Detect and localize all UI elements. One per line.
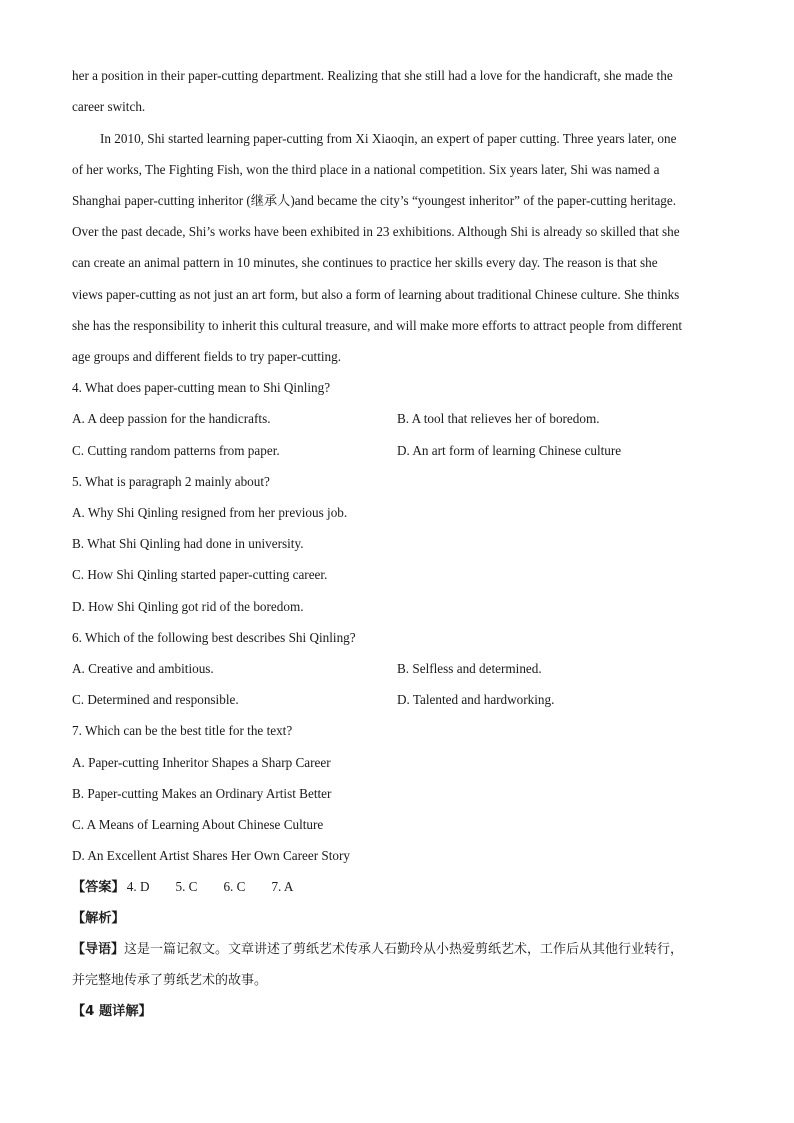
question-7-option-a: A. Paper-cutting Inheritor Shapes a Sharp Career: [72, 755, 331, 770]
question-4-stem: 4. What does paper-cutting mean to Shi Qinling?: [72, 380, 331, 395]
answer-line: [72, 879, 319, 896]
question-5-option-d: D. How Shi Qinling got rid of the boredom.: [72, 599, 304, 614]
question-6-option-b: B. Selfless and determined.: [397, 661, 542, 676]
passage-line: she has the responsibility to inherit this cultural treasure, and will make more efforts to attract people from different: [72, 318, 682, 333]
question-6-option-d: D. Talented and hardworking.: [397, 692, 555, 707]
answer-item: 7. A: [271, 879, 294, 894]
question-5-option-b: B. What Shi Qinling had done in university.: [72, 536, 304, 551]
passage-line: age groups and different fields to try paper-cutting.: [72, 349, 342, 364]
question-7-option-c: C. A Means of Learning About Chinese Culture: [72, 817, 324, 832]
question-7-option-d: D. An Excellent Artist Shares Her Own Career Story: [72, 848, 350, 863]
question-4-option-a: A. A deep passion for the handicrafts.: [72, 411, 271, 426]
passage-line: her a position in their paper-cutting department. Realizing that she still had a love for the handicraft, she made the: [72, 68, 673, 83]
question-5-stem: 5. What is paragraph 2 mainly about?: [72, 474, 270, 489]
question-6-option-c: C. Determined and responsible.: [72, 692, 239, 707]
answer-item: 6. C: [223, 879, 246, 894]
guide-text-continued: 并完整地传承了剪纸艺术的故事。: [72, 973, 268, 988]
answer-label: 【答案】: [72, 880, 125, 895]
answer-item: 5. C: [175, 879, 198, 894]
passage-line: Over the past decade, Shi’s works have been exhibited in 23 exhibitions. Although Shi is already so skilled that she: [72, 224, 680, 239]
guide-text: 这是一篇记叙文。文章讲述了剪纸艺术传承人石勤玲从小热爱剪纸艺术，工作后从其他行业转行，: [124, 942, 684, 957]
question-4-option-d: D. An art form of learning Chinese culture: [397, 443, 622, 458]
passage-line: Shanghai paper-cutting inheritor (继承人)and became the city’s “youngest inheritor” of the paper-cutting heritage.: [72, 193, 677, 208]
question-6-stem: 6. Which of the following best describes Shi Qinling?: [72, 630, 356, 645]
question-5-option-a: A. Why Shi Qinling resigned from her previous job.: [72, 505, 348, 520]
question-6-option-a: A. Creative and ambitious.: [72, 661, 214, 676]
answer-item: 4. D: [126, 879, 150, 894]
analysis-label: 【解析】: [72, 911, 125, 926]
detail-label: 【4 题详解】: [72, 1004, 152, 1019]
passage-line: can create an animal pattern in 10 minutes, she continues to practice her skills every day. The reason is that she: [72, 255, 658, 270]
guide-line: [72, 942, 683, 958]
question-7-stem: 7. Which can be the best title for the text?: [72, 723, 293, 738]
question-7-option-b: B. Paper-cutting Makes an Ordinary Artist Better: [72, 786, 332, 801]
question-5-option-c: C. How Shi Qinling started paper-cutting career.: [72, 567, 328, 582]
guide-label: 【导语】: [72, 942, 125, 957]
question-4-option-c: C. Cutting random patterns from paper.: [72, 443, 280, 458]
question-4-option-b: B. A tool that relieves her of boredom.: [397, 411, 600, 426]
passage-line: views paper-cutting as not just an art form, but also a form of learning about traditional Chinese culture. She thinks: [72, 287, 680, 302]
passage-line: In 2010, Shi started learning paper-cutting from Xi Xiaoqin, an expert of paper cutting. Three years later, one: [100, 131, 677, 146]
passage-line: of her works, The Fighting Fish, won the third place in a national competition. Six years later, Shi was named a: [72, 162, 660, 177]
passage-line: career switch.: [72, 99, 146, 114]
